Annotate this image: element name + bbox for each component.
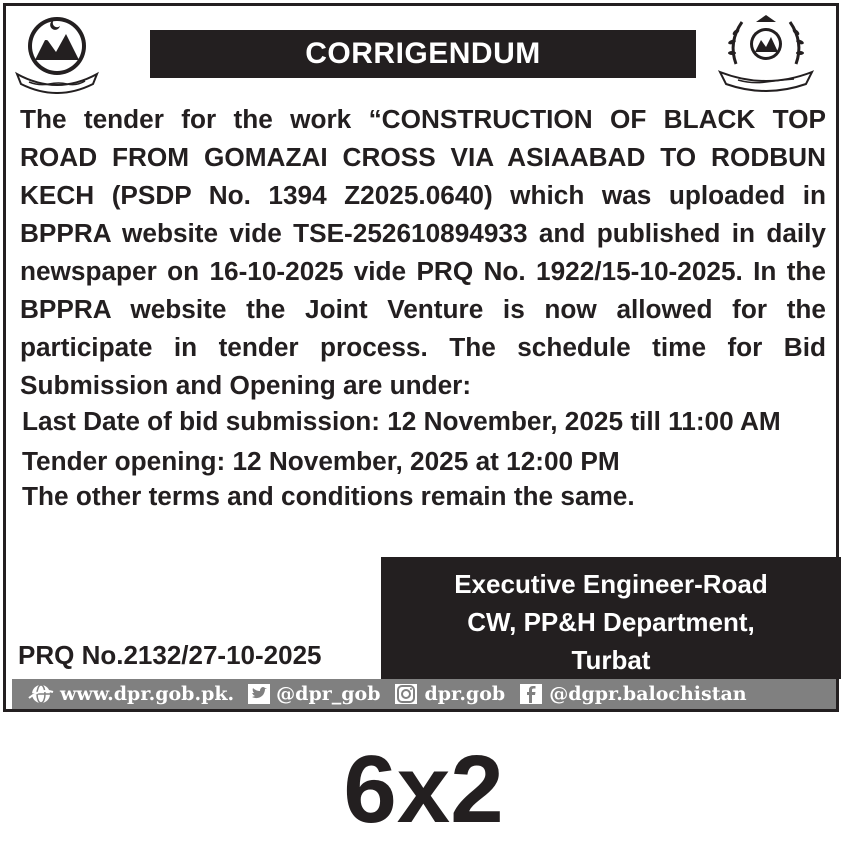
ad-size-label: 6x2	[343, 736, 504, 843]
website-text: www.dpr.gob.pk.	[60, 683, 235, 705]
balochistan-emblem-logo	[11, 12, 103, 94]
footer-website[interactable]	[28, 683, 234, 705]
footer-twitter[interactable]	[248, 683, 380, 705]
instagram-handle: dpr.gob	[424, 683, 506, 705]
signature-line-1: Executive Engineer-Road	[454, 569, 768, 599]
signature-line-2: CW, PP&H Department,	[467, 607, 755, 637]
title-banner	[150, 30, 696, 78]
page-title: CORRIGENDUM	[305, 37, 541, 70]
government-wreath-logo	[716, 12, 816, 92]
facebook-handle: @dgpr.balochistan	[549, 683, 747, 705]
tender-opening-line: Tender opening: 12 November, 2025 at 12:00 PM	[22, 446, 620, 476]
facebook-icon	[519, 683, 543, 705]
prq-number: PRQ No.2132/27-10-2025	[18, 640, 322, 670]
globe-icon	[28, 683, 54, 705]
closing-line: The other terms and conditions remain the same.	[22, 481, 635, 511]
footer-instagram[interactable]	[394, 683, 505, 705]
footer-bar	[12, 679, 836, 709]
signature-block	[381, 557, 841, 679]
twitter-handle: @dpr_gob	[276, 683, 381, 705]
tender-notice-paragraph: The tender for the work “CONSTRUCTION OF BLACK TOP ROAD FROM GOMAZAI CROSS VIA ASIAABAD TO RODBUN KECH (PSDP No. 1394 Z2025.0640) which was uploaded in BPPRA website vide TSE-252610894933 and published in daily newspaper on 16-10-2025 vide PRQ No. 1922/15-10-2025. In the BPPRA website the Joint Venture is now allowed for the participate in tender process. The schedule time for Bid Submission and Opening are under:	[20, 104, 826, 400]
twitter-icon	[248, 684, 270, 704]
last-date-line: Last Date of bid submission: 12 November, 2025 till 11:00 AM	[22, 406, 781, 436]
footer-facebook[interactable]	[519, 683, 746, 705]
signature-line-3: Turbat	[571, 645, 651, 675]
instagram-icon	[394, 683, 418, 705]
